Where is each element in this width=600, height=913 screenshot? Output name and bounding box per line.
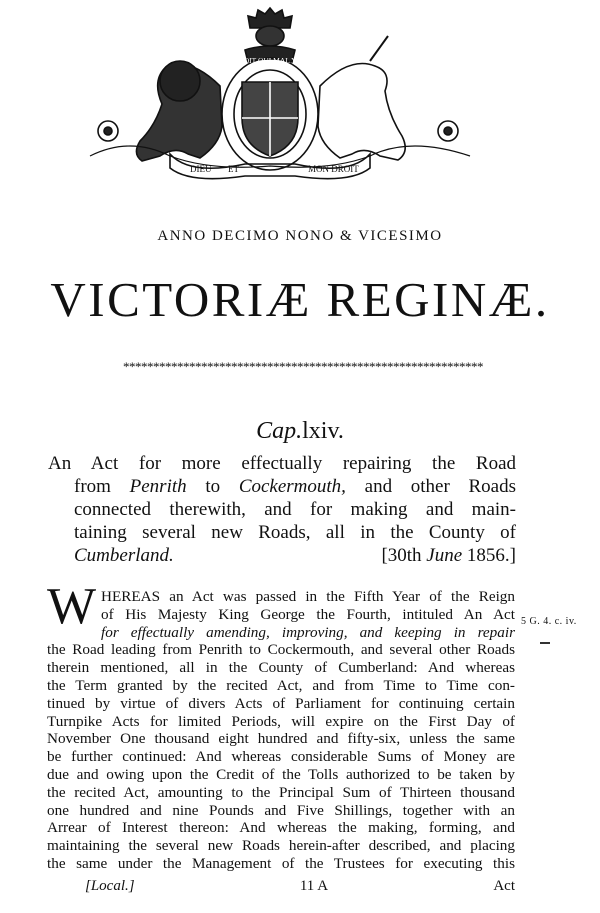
- body-line: Arrear of Interest thereon: And whereas the making, forming, and: [47, 819, 515, 837]
- body-line: the same under the Management of the Trustees for executing this: [47, 854, 515, 872]
- star-rule: ************************************************************: [123, 360, 483, 374]
- desc-line-3: connected therewith, and for making and main-: [74, 499, 516, 520]
- regnal-years: ANNO DECIMO NONO & VICESIMO: [157, 228, 443, 244]
- body-line: therein mentioned, all in the County of Cumberland: And whereas: [47, 659, 515, 677]
- page-footer: [47, 878, 515, 895]
- motto-et: ET: [228, 164, 239, 174]
- act-description: [48, 452, 516, 567]
- footer-local: [Local.]: [85, 878, 135, 894]
- motto-dieu: DIEU: [190, 164, 212, 174]
- page-title: VICTORIÆ REGINÆ.: [50, 272, 550, 327]
- body-line: of His Majesty King George the Fourth, intituled An Act: [101, 605, 515, 623]
- body-line: be further continued: And whereas considerable Sums of Money are: [47, 748, 515, 766]
- act-date: [30th June 1856.]: [381, 545, 516, 566]
- desc-line-2: from Penrith to Cockermouth, and other Roads: [74, 476, 516, 497]
- body-line: due and owing upon the Credit of the Tolls authorized to be taken by: [47, 765, 515, 783]
- royal-coat-of-arms: [70, 6, 490, 184]
- garter-motto: HONI SOIT QUI MAL Y PENSE: [218, 56, 322, 65]
- chapter-number: [0, 418, 600, 445]
- body-line: Turnpike Acts for limited Periods, will expire on the First Day of: [47, 712, 515, 730]
- drop-cap: W: [47, 578, 97, 635]
- body-line: the Term granted by the recited Act, and from Time to Time con-: [47, 676, 515, 694]
- footer-catchword: Act: [493, 878, 515, 894]
- body-line: for effectually amending, improving, and keeping in repair: [101, 623, 515, 641]
- body-line: the Road leading from Penrith to Cockermouth, and several other Roads: [47, 641, 515, 659]
- margin-dash: [540, 642, 550, 644]
- body-line: tinued by virtue of divers Acts of Parliament for continuing certain: [47, 694, 515, 712]
- body-line: the recited Act, amounting to the Principal Sum of Thirteen thousand: [47, 783, 515, 801]
- desc-line-5: [48, 544, 516, 567]
- desc-line-4: taining several new Roads, all in the County of: [74, 522, 516, 543]
- margin-note: 5 G. 4. c. iv.: [521, 616, 577, 627]
- desc-line-1: An Act for more effectually repairing the Road: [48, 453, 516, 474]
- cap-number: lxiv.: [302, 418, 344, 444]
- body-line: one hundred and nine Pounds and Five Shillings, together with an: [47, 801, 515, 819]
- footer-signature: 11 A: [299, 878, 329, 894]
- cap-prefix: Cap.: [256, 418, 303, 444]
- motto-mon-droit: MON DROIT: [308, 164, 359, 174]
- county-name: Cumberland.: [74, 545, 174, 566]
- body-line: HEREAS an Act was passed in the Fifth Year of the Reign: [101, 588, 515, 605]
- body-line: maintaining the several new Roads herein-after described, and placing: [47, 837, 515, 855]
- act-body-text: [47, 588, 515, 873]
- body-line: November One thousand eight hundred and fifty-six, unless the same: [47, 730, 515, 748]
